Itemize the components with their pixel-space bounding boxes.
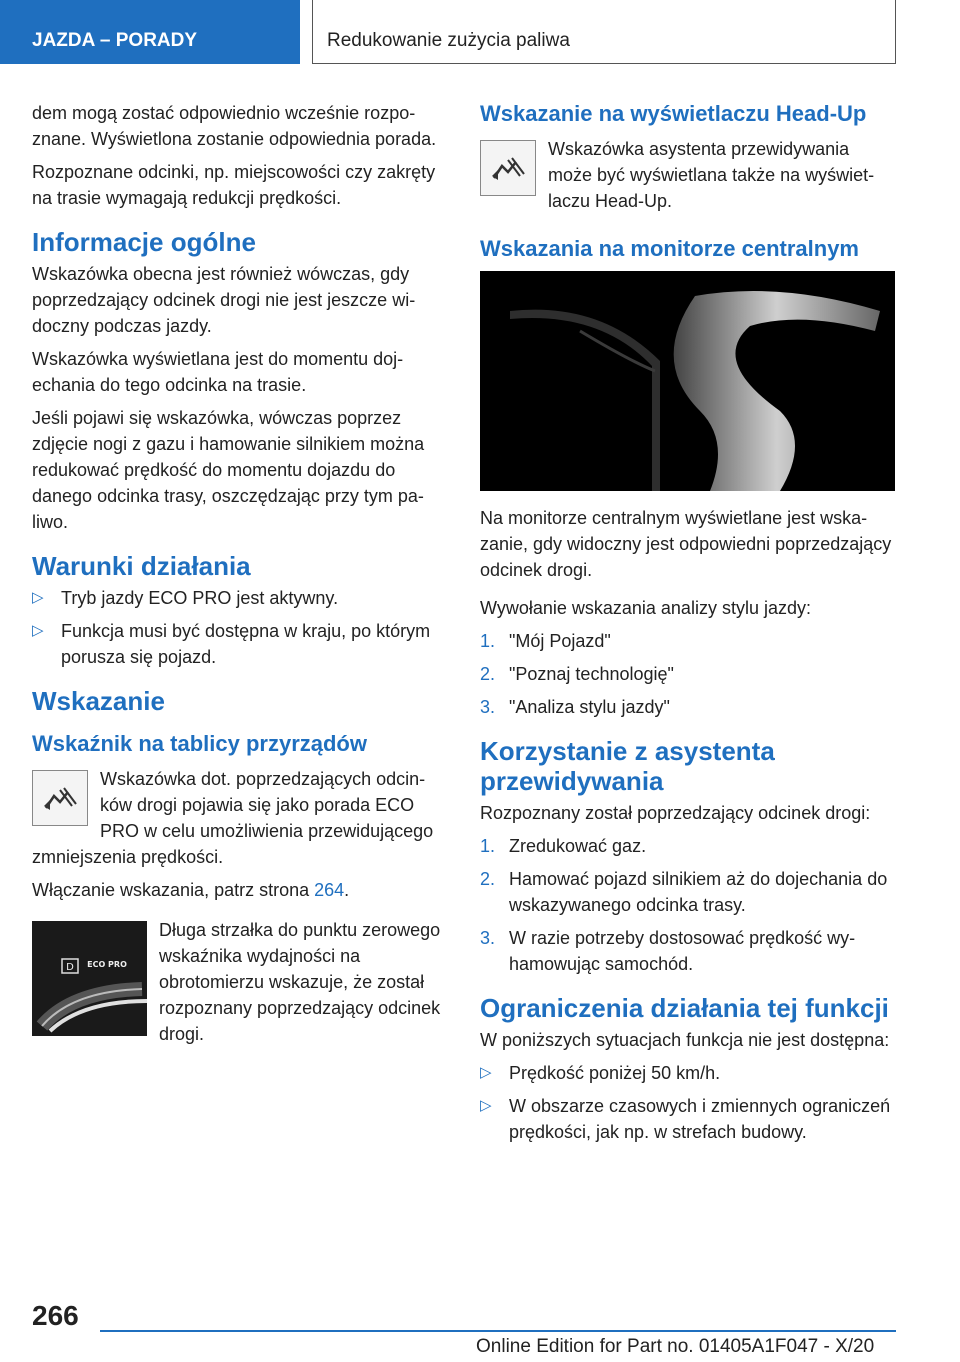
list-item: 3. "Analiza stylu jazdy": [480, 697, 670, 717]
triangle-bullet-icon: ▷: [480, 1097, 492, 1114]
intro-paragraph-2: Rozpoznane odcinki, np. miejscowości czy zakręty na trasie wymagają redukcji prędkości.: [32, 162, 436, 208]
use-steps-list: [480, 833, 895, 977]
display-heading: Wskazanie: [32, 686, 165, 716]
footer-divider: [100, 1330, 896, 1332]
cluster-page-reference: Włączanie wskazania, patrz strona 264.: [32, 880, 350, 900]
gauge-paragraph: Długa strzałka do punktu zerowego wskaźnika wydajności na obrotomierzu wskazuje, że został rozpoznany poprzedzający odcinek drogi.: [159, 920, 441, 1044]
gauge-block: [32, 917, 447, 1054]
list-item: 2. Hamować pojazd silnikiem aż do dojechania do wskazywanego odcinka trasy.: [480, 869, 888, 915]
page-link[interactable]: 264: [314, 880, 345, 900]
chapter-title: Redukowanie zużycia paliwa: [312, 0, 896, 64]
triangle-bullet-icon: ▷: [32, 622, 44, 639]
gear-indicator: D: [66, 962, 74, 973]
road-ahead-warning-icon: [480, 140, 536, 196]
limits-list: [480, 1060, 895, 1145]
left-column: [32, 100, 447, 1054]
page-number: 266: [32, 1300, 79, 1331]
cid-paragraph-2: Wywołanie wskazania analizy stylu jazdy:: [480, 598, 811, 618]
list-item: ▷ Funkcja musi być dostępna w kraju, po którym porusza się pojazd.: [32, 618, 447, 670]
edition-note: Online Edition for Part no. 01405A1F047 - X/20: [476, 1336, 875, 1357]
hud-heading: Wskazanie na wyświetlaczu Head-Up: [480, 101, 867, 126]
list-item: ▷ Prędkość poniżej 50 km/h.: [480, 1060, 895, 1086]
section-tab: JAZDA – PORADY: [0, 0, 300, 64]
use-paragraph: Rozpoznany został poprzedzający odcinek drogi:: [480, 803, 871, 823]
cid-steps-list: [480, 628, 895, 720]
cluster-paragraph: Wskazówka dot. poprzedzających odcinków drogi pojawia się jako porada ECO PRO w celu umożliwienia przewidującego zmniejszenia prędkości.: [32, 769, 434, 867]
use-heading: Korzystanie z asystenta przewidywania: [480, 736, 775, 796]
general-paragraph-2: Wskazówka wyświetlana jest do momentu dojechania do tego odcinka na trasie.: [32, 349, 404, 395]
general-paragraph-3: Jeśli pojawi się wskazówka, wówczas poprzez zdjęcie nogi z gazu i hamowanie silnikiem można redukować prędkość do momentu dojazdu do danego odcinka trasy, oszczędzając przy tym paliwo.: [32, 408, 425, 532]
limits-paragraph: W poniższych sytuacjach funkcja nie jest dostępna:: [480, 1030, 890, 1050]
general-info-heading: Informacje ogólne: [32, 227, 256, 257]
cid-heading: Wskazania na monitorze centralnym: [480, 236, 859, 261]
central-display-road-image: [480, 271, 895, 491]
hud-paragraph: Wskazówka asystenta przewidywania może być wyświetlana także na wyświetlaczu Head-Up.: [548, 139, 875, 211]
general-paragraph-1: Wskazówka obecna jest również wówczas, gdy poprzedzający odcinek drogi nie jest jeszcze widoczny podczas jazdy.: [32, 264, 416, 336]
conditions-list: [32, 585, 447, 670]
tachometer-eco-image: [32, 921, 147, 1036]
cluster-heading: Wskaźnik na tablicy przyrządów: [32, 731, 367, 756]
conditions-heading: Warunki działania: [32, 551, 251, 581]
list-item: 3. W razie potrzeby dostosować prędkość wyhamowując samochód.: [480, 928, 856, 974]
triangle-bullet-icon: ▷: [32, 589, 44, 606]
list-item: ▷ W obszarze czasowych i zmiennych ograniczeń prędkości, jak np. w strefach budowy.: [480, 1093, 895, 1145]
right-column: [480, 100, 895, 1152]
list-item: 2. "Poznaj technologię": [480, 664, 674, 684]
road-ahead-warning-icon: [32, 770, 88, 826]
list-item: 1. Zredukować gaz.: [480, 836, 647, 856]
eco-pro-label: ECO PRO: [87, 960, 127, 969]
list-item: ▷ Tryb jazdy ECO PRO jest aktywny.: [32, 585, 447, 611]
cid-paragraph-1: Na monitorze centralnym wyświetlane jest wskazanie, gdy widoczny jest odpowiedni poprzedzający odcinek drogi.: [480, 508, 892, 580]
triangle-bullet-icon: ▷: [480, 1064, 492, 1081]
limits-heading: Ograniczenia działania tej funkcji: [480, 993, 889, 1023]
cluster-block: [32, 766, 447, 877]
list-item: 1. "Mój Pojazd": [480, 631, 611, 651]
hud-block: [480, 136, 895, 221]
intro-paragraph-1: dem mogą zostać odpowiednio wcześnie rozpoznane. Wyświetlona zostanie odpowiednia porada.: [32, 103, 437, 149]
